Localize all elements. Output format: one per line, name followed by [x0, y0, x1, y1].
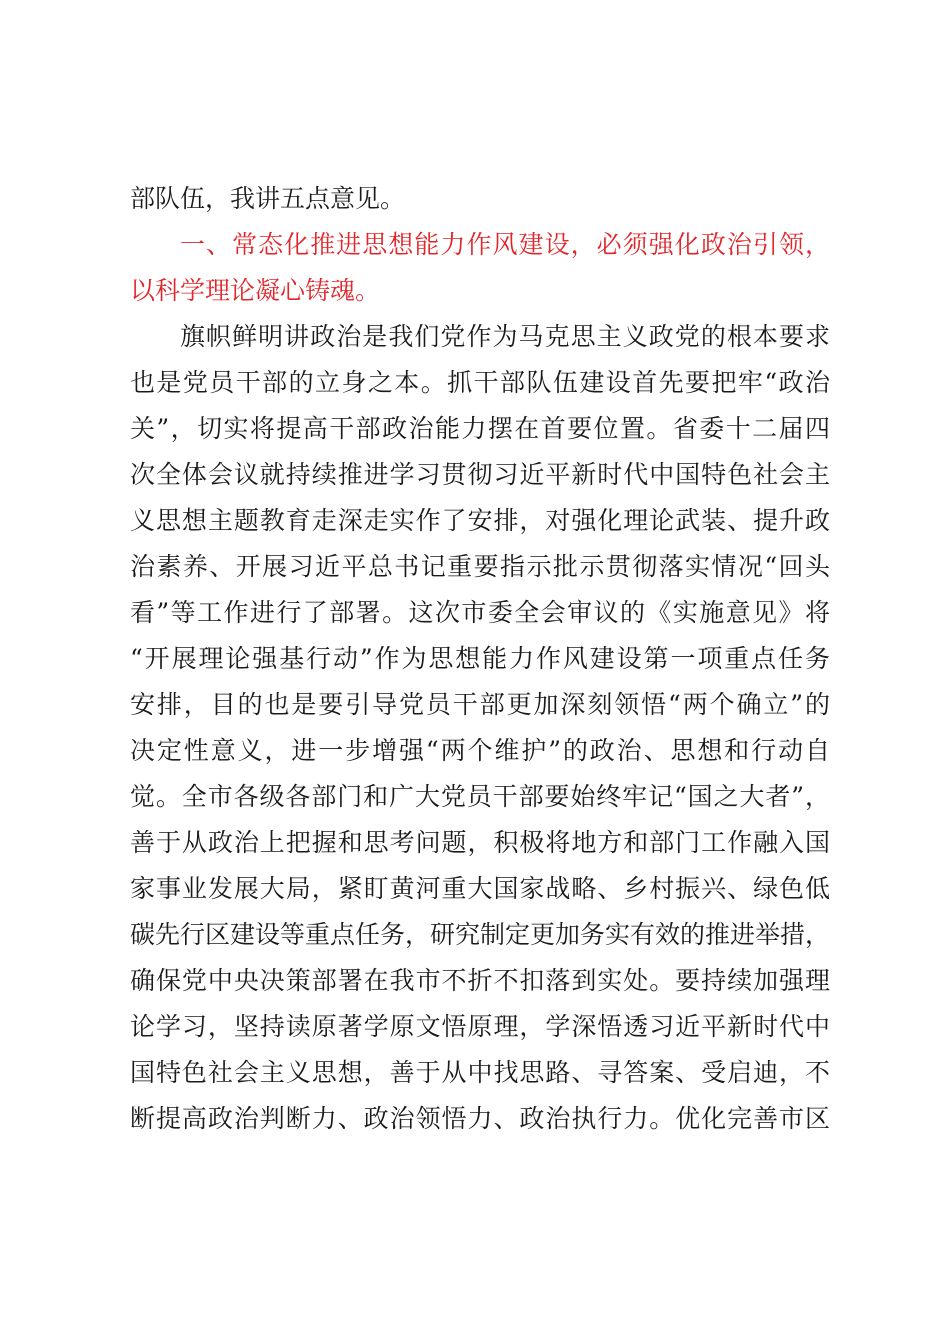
body-line: 也是党员干部的立身之本。抓干部队伍建设首先要把牢“政治 [130, 368, 830, 397]
body-line: 旗帜鲜明讲政治是我们党作为马克思主义政党的根本要求 [180, 322, 830, 351]
body-line: 确保党中央决策部署在我市不折不扣落到实处。要持续加强理 [130, 966, 830, 995]
section-heading-line: 一、常态化推进思想能力作风建设，必须强化政治引领， [180, 230, 830, 259]
body-line: 看”等工作进行了部署。这次市委全会审议的《实施意见》将 [130, 598, 830, 627]
body-line: 论学习，坚持读原著学原文悟原理，学深悟透习近平新时代中 [130, 1012, 830, 1041]
body-line: 义思想主题教育走深走实作了安排，对强化理论武装、提升政 [130, 506, 830, 535]
body-line: 善于从政治上把握和思考问题，积极将地方和部门工作融入国 [130, 828, 830, 857]
body-line: 治素养、开展习近平总书记重要指示批示贯彻落实情况“回头 [130, 552, 830, 581]
body-line: 碳先行区建设等重点任务，研究制定更加务实有效的推进举措， [130, 920, 831, 949]
body-line: “开展理论强基行动”作为思想能力作风建设第一项重点任务 [130, 644, 830, 673]
body-line: 决定性意义，进一步增强“两个维护”的政治、思想和行动自 [130, 736, 830, 765]
body-line: 次全体会议就持续推进学习贯彻习近平新时代中国特色社会主 [130, 460, 830, 489]
body-line: 家事业发展大局，紧盯黄河重大国家战略、乡村振兴、绿色低 [130, 874, 830, 903]
body-line: 安排，目的也是要引导党员干部更加深刻领悟“两个确立”的 [130, 690, 830, 719]
section-heading [130, 222, 830, 314]
document-content [130, 176, 830, 1142]
body-paragraph [130, 314, 830, 1142]
body-line: 国特色社会主义思想，善于从中找思路、寻答案、受启迪，不 [130, 1058, 830, 1087]
intro-line: 部队伍，我讲五点意见。 [130, 184, 406, 213]
body-line: 觉。全市各级各部门和广大党员干部要始终牢记“国之大者”， [130, 782, 830, 811]
section-heading-line: 以科学理论凝心铸魂。 [130, 276, 381, 305]
body-line: 断提高政治判断力、政治领悟力、政治执行力。优化完善市区 [130, 1104, 830, 1133]
body-line: 关”，切实将提高干部政治能力摆在首要位置。省委十二届四 [130, 414, 830, 443]
